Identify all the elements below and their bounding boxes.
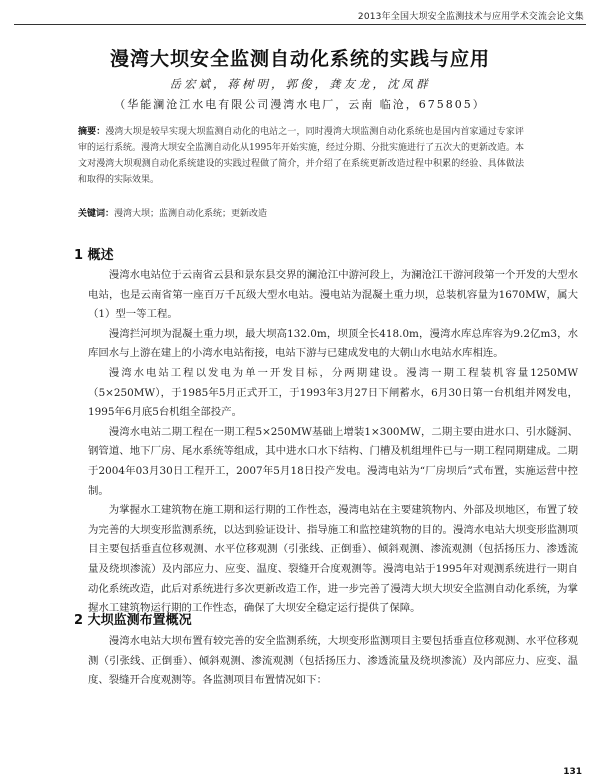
paragraph: 为掌握水工建筑物在施工期和运行期的工作性态，漫湾电站在主要建筑物内、外部及坝地区，布置了较为完善的大坝变形监测系统，以达到验证设计、指导施工和监控建筑物的目的。漫湾水电站大坝变形监测项目主要包括垂直位移观测、水平位移观测（引张线、正倒垂）、倾斜观测、渗流观测（包括扬压力、渗透流量及绕坝渗流）及内部应力、应变、温度、裂缝开合度观测等。漫湾电站于1995年对观测系统进行一期自动化系统改造，此后对系统进行多次更新改造工作，进一步完善了漫湾大坝大坝安全监测自动化系统，为掌握水工建筑物运行期的工作性态，确保了大坝安全稳定运行提供了保障。	[88, 504, 578, 615]
author-list: 岳宏斌，蒋树明，郭俊，龚友龙，沈凤群	[169, 77, 431, 91]
abstract-label: 摘要：	[78, 127, 106, 137]
paragraph: 漫湾拦河坝为混凝土重力坝，最大坝高132.0m，坝顶全长418.0m，漫湾水库总库容为9.2亿m3，水库回水与上游在建上的小湾水电站衔接，电站下游与已建成发电的大朝山水电站水库相连。	[88, 327, 578, 360]
header-rule	[14, 24, 586, 25]
paragraph: 漫湾水电站位于云南省云县和景东县交界的澜沧江中游河段上，为澜沧江干游河段第一个开发的大型水电站，也是云南省第一座百万千瓦级大型水电站。漫电站为混凝土重力坝，总装机容量为1670MW，属大（1）型一等工程。	[88, 269, 578, 321]
section-2-heading: 2 大坝监测布置概况	[74, 613, 192, 628]
abstract-text: 漫湾大坝是较早实现大坝监测自动化的电站之一，同时漫湾大坝监测自动化系统也是国内首家通过专家评审的运行系统。漫湾大坝安全监测自动化从1995年开始实施，经过分期、分批实施进行了五次大的更新改造。本文对漫湾大坝观测自动化系统建设的实践过程做了简介，并介绍了在系统更新改造过程中积累的经验、具体做法和取得的实际效果。	[78, 127, 524, 185]
affiliation: （华能澜沧江水电有限公司漫湾水电厂，云南 临沧，675805）	[114, 98, 486, 111]
paragraph: 漫湾水电站工程以发电为单一开发目标，分两期建设。漫湾一期工程装机容量1250MW（5×250MW），于1985年5月正式开工，于1993年3月27日下闸蓄水，6月30日第一台机组并网发电，1995年6月底5台机组全部投产。	[88, 366, 578, 419]
section-1-heading: 1 概述	[74, 248, 114, 263]
paper-title: 漫湾大坝安全监测自动化系统的实践与应用	[109, 48, 490, 70]
keywords	[78, 206, 524, 219]
paragraph: 漫湾水电站二期工程在一期工程5×250MW基础上增装1×300MW，二期主要由进水口、引水隧洞、钢管道、地下厂房、尾水系统等组成，其中进水口水下结构、门槽及机组埋件已与一期工程同期建成。二期于2004年03月30日工程开工，2007年5月18日投产发电。漫湾电站为“厂房坝后”式布置，实施运营中控制。	[88, 425, 578, 497]
page-number: 131	[563, 767, 582, 777]
keywords-label: 关键词：	[78, 209, 115, 219]
section-1-body	[88, 266, 578, 619]
section-2-body	[88, 632, 578, 691]
abstract	[78, 124, 524, 188]
keywords-text: 漫湾大坝；监测自动化系统；更新改造	[114, 209, 268, 219]
running-header: 2013年全国大坝安全监测技术与应用学术交流会论文集	[357, 12, 584, 22]
paragraph: 漫湾水电站大坝布置有较完善的安全监测系统，大坝变形监测项目主要包括垂直位移观测、水平位移观测（引张线、正倒垂）、倾斜观测、渗流观测（包括扬压力、渗透流量及绕坝渗流）及内部应力、应变、温度、裂缝开合度观测等。各监测项目布置情况如下：	[88, 635, 578, 687]
